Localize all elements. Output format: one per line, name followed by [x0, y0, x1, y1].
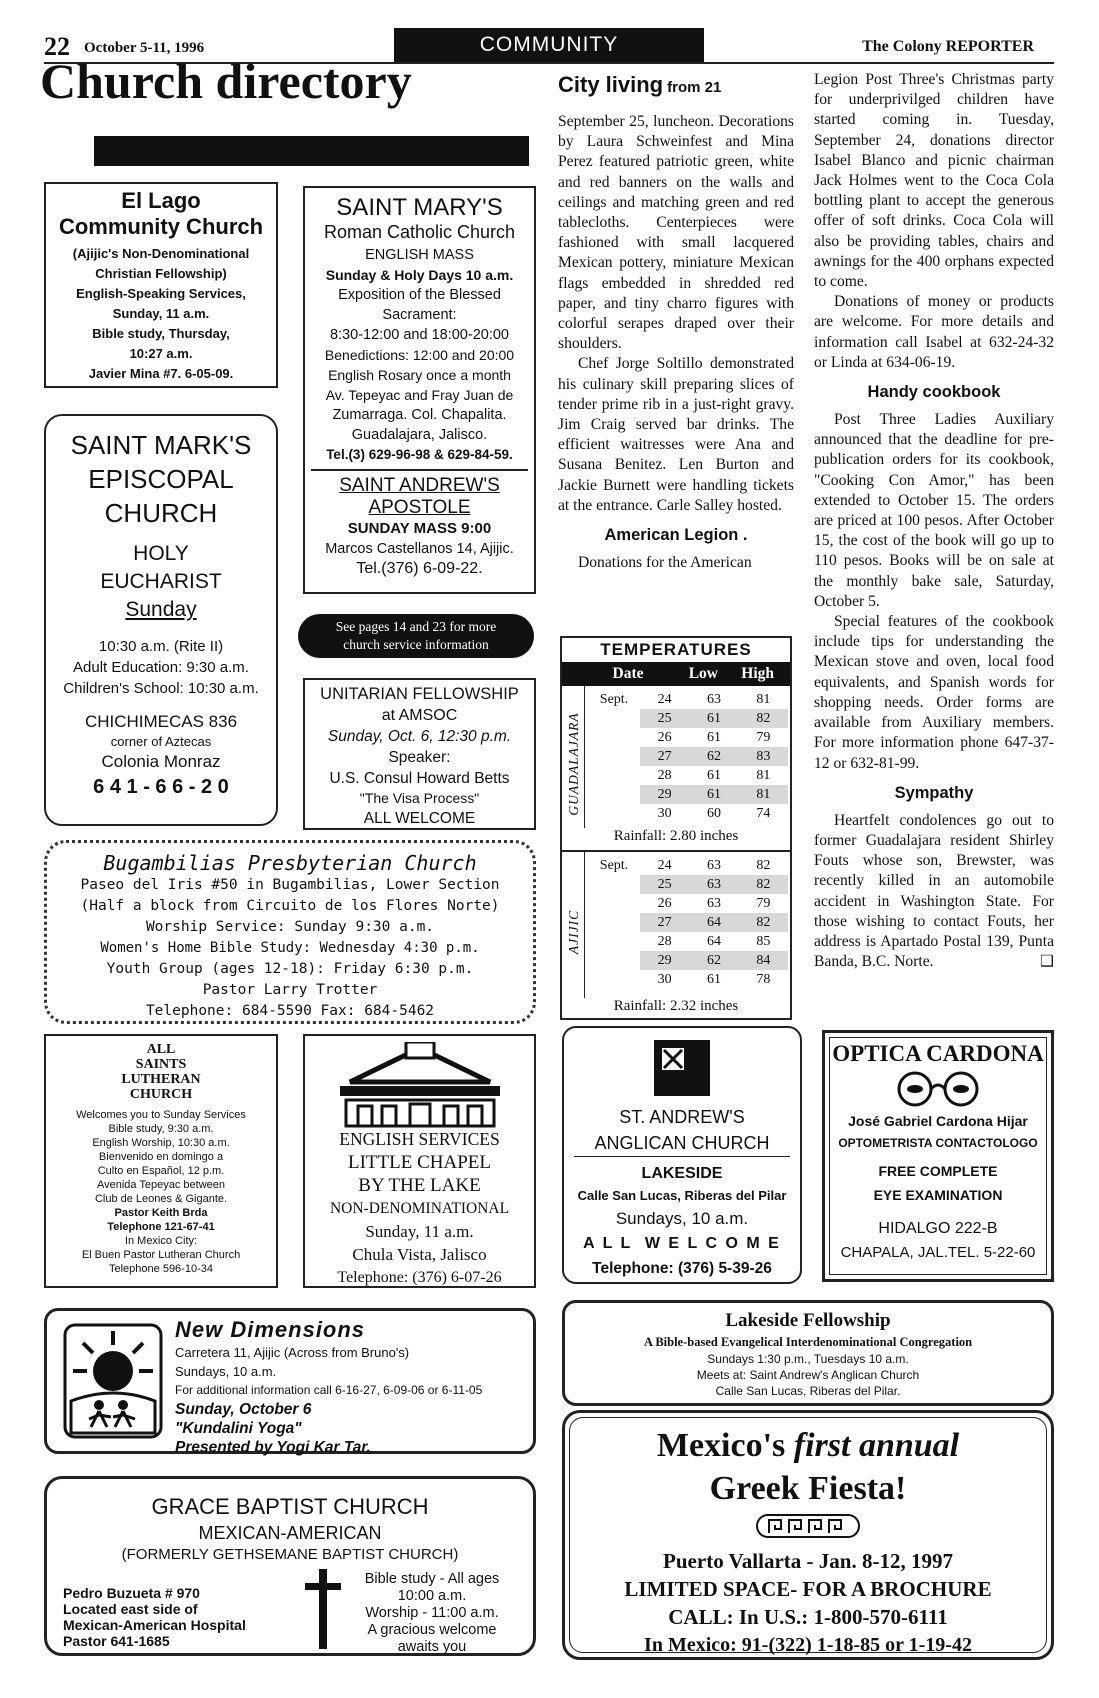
saint-marys-subtitle: Roman Catholic Church — [323, 222, 516, 242]
all-saints-title: LUTHERAN — [121, 1072, 201, 1087]
temperature-row — [588, 913, 788, 932]
all-saints-ad — [44, 1034, 278, 1288]
temperatures-title: TEMPERATURES — [600, 640, 752, 659]
new-dimensions-line: Carretera 11, Ajijic (Across from Bruno's) — [175, 1345, 410, 1360]
all-saints-line: Telephone 121-67-41 — [107, 1221, 215, 1233]
little-chapel-line: NON-DENOMINATIONAL — [329, 1200, 510, 1217]
greek-fiesta-title: Greek Fiesta! — [709, 1470, 907, 1507]
saint-marks-address: Colonia Monraz — [101, 752, 221, 771]
lakeside-title: Lakeside Fellowship — [725, 1310, 891, 1331]
low-cell: 61 — [706, 729, 721, 745]
all-saints-line: English Worship, 10:30 a.m. — [92, 1137, 230, 1149]
lakeside-line: Sundays 1:30 p.m., Tuesdays 10 a.m. — [707, 1352, 909, 1366]
guadalajara-block — [562, 686, 790, 852]
saint-marks-title: SAINT MARK'S — [70, 430, 252, 460]
american-legion-heading: American Legion . — [604, 526, 748, 545]
temperatures-table — [560, 636, 792, 1020]
month-cell — [588, 951, 640, 970]
low-cell: 62 — [689, 951, 738, 970]
grace-baptist-header — [47, 1479, 533, 1565]
title-bar — [94, 136, 529, 166]
st-andrews-line: LAKESIDE — [641, 1165, 723, 1182]
city-living-article — [558, 72, 794, 573]
unitarian-ad — [303, 678, 536, 830]
saint-marks-address: corner of Aztecas — [110, 734, 212, 749]
el-lago-line: Sunday, 11 a.m. — [112, 306, 210, 321]
st-andrews-line: ST. ANDREW'S — [619, 1107, 745, 1127]
saint-marks-phone: 6 4 1 - 6 6 - 2 0 — [93, 776, 229, 798]
temperature-row — [588, 856, 788, 875]
bugambilias-line: Paseo del Iris #50 in Bugambilias, Lower Section — [80, 877, 500, 893]
low-cell: 64 — [706, 933, 721, 949]
el-lago-line: Christian Fellowship) — [95, 266, 227, 281]
directory-title-text: Church directory — [40, 53, 412, 109]
month-cell — [588, 709, 640, 728]
month-cell — [588, 766, 640, 785]
date-cell: 27 — [640, 913, 689, 932]
grace-baptist-line: (FORMERLY GETHSEMANE BAPTIST CHURCH) — [121, 1546, 459, 1563]
guadalajara-label: GUADALAJARA — [566, 712, 581, 816]
grace-baptist-line: MEXICAN-AMERICAN — [198, 1523, 382, 1543]
chapel-icon — [330, 1042, 510, 1128]
st-andrews-line: ANGLICAN CHURCH — [574, 1130, 790, 1157]
new-dimensions-line: Sunday, October 6 — [175, 1401, 312, 1418]
saint-andrews-apostole-title: SAINT ANDREW'S APOSTOLE — [339, 475, 500, 518]
low-cell: 63 — [689, 875, 738, 894]
saint-andrews-apostole-line: Marcos Castellanos 14, Ajijic. — [325, 541, 514, 557]
greek-fiesta-line: In Mexico: 91-(322) 1-18-85 or 1-19-42 — [644, 1634, 972, 1656]
city-living-column-2 — [814, 70, 1054, 972]
month-cell: Sept. — [599, 857, 629, 873]
new-dimensions-line: "Kundalini Yoga" — [175, 1420, 302, 1437]
header-low: Low — [688, 665, 718, 682]
high-cell: 79 — [756, 729, 771, 745]
date-cell: 26 — [657, 895, 672, 911]
date-cell: 24 — [657, 691, 672, 707]
end-mark: ❑ — [1040, 953, 1054, 971]
optica-line: CHAPALA, JAL.TEL. 5-22-60 — [840, 1244, 1036, 1261]
temperatures-header-row — [562, 662, 790, 686]
greek-key-icon — [753, 1511, 863, 1541]
temperature-row — [588, 766, 788, 785]
new-dimensions-line: For additional information call 6-16-27, 6-09-06 or 6-11-05 — [175, 1383, 483, 1397]
st-andrews-line: Calle San Lucas, Riberas del Pilar — [577, 1188, 787, 1203]
temperature-row — [588, 804, 788, 823]
month-cell — [588, 932, 640, 951]
temperature-row — [588, 875, 788, 894]
date-cell: 28 — [657, 933, 672, 949]
all-saints-line: Bible study, 9:30 a.m. — [108, 1123, 214, 1135]
anglican-flag-icon — [652, 1038, 712, 1098]
ajijic-block — [562, 852, 790, 1020]
all-saints-line: Club de Leones & Gigante. — [94, 1193, 228, 1205]
article-paragraph: Post Three Ladies Auxiliary announced that the deadline for pre-publication orders for its cookbook, "Cooking Con Amor," has been extended to October 15. The orders are priced at 100 pesos. After October 15, the cost of the book will go up to 110 pesos. Books will be on sale at the monthly bake sale, Saturday, October 5. — [814, 411, 1054, 610]
temperature-row — [588, 894, 788, 913]
bugambilias-line: Pastor Larry Trotter — [202, 982, 378, 998]
low-cell: 61 — [689, 709, 738, 728]
article-paragraph: September 25, luncheon. Decorations by Laura Schweinfest and Mina Perez featured patriotic green, white and red banners on the walls and ceilings and matching green and red tablecloths. Centerpieces were fashioned with small lacquered Mexican pottery, miniature Mexican flags embedded in shredded red paper, and tiny charro figures with colorful serapes draped over their shoulders. — [558, 113, 794, 353]
date-cell: 26 — [657, 729, 672, 745]
ajijic-rows — [588, 856, 788, 989]
all-saints-title: CHURCH — [129, 1087, 193, 1102]
date-cell: 30 — [657, 971, 672, 987]
st-andrews-line: Sundays, 10 a.m. — [615, 1209, 749, 1228]
high-cell: 74 — [756, 805, 771, 821]
little-chapel-line: Chula Vista, Jalisco — [352, 1245, 487, 1264]
publication-name: The Colony REPORTER — [862, 38, 1034, 55]
date-cell: 25 — [640, 709, 689, 728]
saint-marys-line: Zumarraga. Col. Chapalita. — [332, 407, 507, 423]
lakeside-line: Meets at: Saint Andrew's Anglican Church — [696, 1368, 920, 1382]
grace-baptist-address — [63, 1585, 273, 1649]
bugambilias-line: Women's Home Bible Study: Wednesday 4:30 p.m. — [100, 940, 480, 956]
new-dimensions-line: Sundays, 10 a.m. — [175, 1364, 277, 1379]
saint-marks-ad — [44, 414, 278, 826]
header-high: High — [741, 665, 774, 682]
grace-baptist-schedule-line: Bible study - All ages — [364, 1571, 500, 1587]
grace-baptist-schedule-line: A gracious welcome — [367, 1622, 497, 1638]
month-cell — [588, 747, 640, 766]
el-lago-ad — [44, 182, 278, 388]
cookbook-heading: Handy cookbook — [867, 383, 1001, 402]
temperature-row — [588, 709, 788, 728]
unitarian-title: UNITARIAN FELLOWSHIP — [320, 685, 519, 703]
new-dimensions-title: New Dimensions — [175, 1317, 366, 1342]
grace-baptist-title: GRACE BAPTIST CHURCH — [151, 1494, 429, 1519]
unitarian-line: Sunday, Oct. 6, 12:30 p.m. — [327, 728, 512, 745]
high-cell: 78 — [756, 971, 771, 987]
all-saints-title: SAINTS — [135, 1057, 187, 1072]
saint-marks-title: CHURCH — [104, 498, 218, 528]
guadalajara-rainfall: Rainfall: 2.80 inches — [613, 828, 739, 844]
saint-marks-service: EUCHARIST — [100, 570, 222, 593]
guadalajara-rows — [588, 690, 788, 823]
saint-marys-line: Benedictions: 12:00 and 20:00 — [324, 347, 515, 363]
saint-marks-schedule: Adult Education: 9:30 a.m. — [73, 659, 249, 676]
high-cell: 82 — [756, 857, 771, 873]
high-cell: 85 — [756, 933, 771, 949]
all-saints-line: Telephone 596-10-34 — [109, 1263, 213, 1275]
little-chapel-line: Sunday, 11 a.m. — [365, 1222, 474, 1241]
ajijic-label: AJIJIC — [566, 909, 581, 955]
optica-cardona-ad — [822, 1030, 1054, 1282]
el-lago-line: English-Speaking Services, — [76, 286, 246, 301]
city-living-jump: from 21 — [667, 79, 722, 96]
eyeglasses-icon — [883, 1069, 993, 1109]
temperature-row — [588, 747, 788, 766]
temperature-row — [588, 728, 788, 747]
month-cell — [588, 804, 640, 823]
grace-baptist-schedule-line: Worship - 11:00 a.m. — [365, 1605, 499, 1621]
little-chapel-ad — [303, 1034, 536, 1288]
saint-marys-phone: Tel.(3) 629-96-98 & 629-84-59. — [326, 447, 513, 462]
bugambilias-line: Telephone: 684-5590 Fax: 684-5462 — [145, 1003, 435, 1019]
unitarian-line: U.S. Consul Howard Betts — [329, 770, 510, 787]
low-cell: 61 — [706, 767, 721, 783]
all-saints-line: Welcomes you to Sunday Services — [76, 1109, 246, 1121]
grace-baptist-address-line: Pastor 641-1685 — [63, 1633, 170, 1649]
optica-line: FREE COMPLETE — [878, 1163, 998, 1179]
low-cell: 63 — [706, 895, 721, 911]
saint-marys-line: Guadalajara, Jalisco. — [351, 427, 488, 443]
grace-baptist-address-line: Pedro Buzueta # 970 — [63, 1585, 200, 1601]
high-cell: 84 — [739, 951, 788, 970]
lakeside-line: Calle San Lucas, Riberas del Pilar. — [715, 1384, 901, 1398]
see-pages-text: See pages 14 and 23 for more church service information — [335, 619, 497, 652]
low-cell: 62 — [689, 747, 738, 766]
little-chapel-line: Telephone: (376) 6-07-26 — [337, 1269, 502, 1286]
see-pages-pill — [298, 614, 534, 658]
saint-marys-line: English Rosary once a month — [328, 367, 511, 383]
sympathy-text: Heartfelt condolences go out to former Guadalajara resident Shirley Fouts whose son, Brewster, was recently killed in an automobile accident in Washington State. For those wishing to contact Fouts, her address is Apartado Postal 139, Punta Banda, B.C. Norte. — [814, 811, 1054, 971]
month-cell — [588, 785, 640, 804]
divider — [311, 469, 528, 471]
unitarian-line: at AMSOC — [381, 707, 458, 724]
article-paragraph — [814, 811, 1054, 973]
grace-baptist-schedule-line: awaits you — [397, 1639, 467, 1655]
date-cell: 28 — [657, 767, 672, 783]
high-cell: 83 — [739, 747, 788, 766]
saint-marys-line: ENGLISH MASS — [365, 247, 474, 263]
new-dimensions-line: Presented by Yogi Kar Tar. — [175, 1439, 371, 1456]
grace-baptist-address-line: Mexican-American Hospital — [63, 1617, 246, 1633]
optica-line: HIDALGO 222-B — [878, 1220, 998, 1237]
bugambilias-line: (Half a block from Circuito de los Flores Norte) — [80, 898, 500, 914]
issue-date: October 5-11, 1996 — [84, 40, 205, 56]
temperature-row — [588, 785, 788, 804]
unitarian-line: Speaker: — [388, 749, 451, 766]
low-cell: 60 — [706, 805, 721, 821]
month-cell: Sept. — [599, 691, 629, 707]
saint-marys-ad — [303, 186, 536, 594]
article-paragraph: Donations of money or products are welcome. For more details and information call Isabel at 632-24-32 or Linda at 634-06-19. — [814, 293, 1054, 371]
saint-marys-line: Sunday & Holy Days 10 a.m. — [325, 267, 514, 283]
page-number: 22 — [44, 32, 70, 61]
article-paragraph: Special features of the cookbook include tips for understanding the Mexican stove and oven, local food equivalents, and Spanish words for shopping needs. Order forms are available from Auxiliary members. For more information phone 647-37-12 or 632-81-99. — [814, 613, 1054, 772]
st-andrews-anglican-ad — [562, 1026, 802, 1284]
optica-line: OPTOMETRISTA CONTACTOLOGO — [838, 1136, 1038, 1150]
bugambilias-ad — [44, 840, 536, 1024]
date-cell: 25 — [640, 875, 689, 894]
month-cell — [588, 875, 640, 894]
optica-line: José Gabriel Cardona Hijar — [848, 1113, 1028, 1129]
new-dimensions-ad — [44, 1308, 536, 1454]
section-banner: COMMUNITY — [394, 28, 704, 62]
high-cell: 79 — [756, 895, 771, 911]
greek-fiesta-line: CALL: In U.S.: 1-800-570-6111 — [668, 1605, 948, 1629]
article-paragraph: Legion Post Three's Christmas party for underprivilged children have started coming in. Tuesday, September 24, donations director Isabel Blanco and picnic chairman Jack Holmes went to the Coca Cola bottling plant to accept the generous offer of soft drinks. Coca Cola will also be providing tables, chairs and awnings for the 400 orphans expected to come. — [814, 71, 1054, 291]
el-lago-line: Bible study, Thursday, — [92, 326, 230, 341]
saint-marks-day: Sunday — [125, 598, 197, 621]
el-lago-title-2: Community Church — [58, 214, 264, 239]
saint-marks-schedule: 10:30 a.m. (Rite II) — [98, 638, 224, 655]
high-cell: 82 — [739, 709, 788, 728]
article-paragraph: Donations for the American — [578, 554, 752, 572]
optica-title: OPTICA CARDONA — [832, 1041, 1044, 1066]
city-living-heading — [558, 72, 794, 98]
saint-marks-schedule: Children's School: 10:30 a.m. — [63, 680, 259, 697]
low-cell: 63 — [706, 857, 721, 873]
grace-baptist-address-line: Located east side of — [63, 1601, 198, 1617]
all-saints-line: Pastor Keith Brda — [114, 1207, 208, 1219]
el-lago-line: (Ajijic's Non-Denominational — [72, 246, 250, 261]
saint-andrews-apostole-line: SUNDAY MASS 9:00 — [347, 520, 492, 537]
grace-baptist-schedule — [337, 1571, 527, 1656]
unitarian-line: "The Visa Process" — [359, 790, 480, 806]
saint-marys-line: Exposition of the Blessed — [338, 287, 501, 303]
saint-marks-service: HOLY — [133, 542, 189, 565]
el-lago-line: Javier Mina #7. 6-05-09. — [88, 366, 234, 381]
temperature-row — [588, 951, 788, 970]
greek-fiesta-first-annual: first annual — [793, 1427, 960, 1464]
saint-marys-line: 8:30-12:00 and 18:00-20:00 — [330, 327, 509, 343]
ajijic-rainfall: Rainfall: 2.32 inches — [613, 998, 739, 1014]
high-cell: 82 — [739, 913, 788, 932]
temperature-row — [588, 690, 788, 709]
low-cell: 61 — [706, 971, 721, 987]
month-cell — [588, 913, 640, 932]
all-saints-line: Bienvenido en domingo a — [98, 1151, 224, 1163]
high-cell: 81 — [756, 767, 771, 783]
lakeside-fellowship-ad — [562, 1300, 1054, 1406]
lakeside-line: A Bible-based Evangelical Interdenominational Congregation — [643, 1335, 973, 1349]
optica-line: EYE EXAMINATION — [873, 1187, 1003, 1203]
saint-andrews-apostole-line: Tel.(376) 6-09-22. — [356, 560, 483, 577]
unitarian-line: ALL WELCOME — [363, 810, 476, 827]
date-cell: 29 — [640, 785, 689, 804]
little-chapel-line: ENGLISH SERVICES — [339, 1129, 500, 1149]
el-lago-title: El Lago — [121, 188, 201, 213]
low-cell: 61 — [689, 785, 738, 804]
high-cell: 81 — [756, 691, 771, 707]
grace-baptist-schedule-line: 10:00 a.m. — [397, 1588, 467, 1604]
greek-fiesta-line: Puerto Vallarta - Jan. 8-12, 1997 — [663, 1549, 953, 1573]
saint-marks-address: CHICHIMECAS 836 — [84, 712, 238, 731]
saint-marys-line: Av. Tepeyac and Fray Juan de — [325, 387, 514, 403]
date-cell: 30 — [657, 805, 672, 821]
high-cell: 82 — [739, 875, 788, 894]
st-andrews-phone: Telephone: (376) 5-39-26 — [592, 1260, 772, 1277]
label-divider — [584, 852, 586, 998]
saint-marys-line: Sacrament: — [382, 307, 457, 323]
high-cell: 81 — [739, 785, 788, 804]
little-chapel-line: LITTLE CHAPEL — [347, 1152, 491, 1173]
greek-fiesta-line: LIMITED SPACE- FOR A BROCHURE — [624, 1577, 992, 1601]
all-saints-line: El Buen Pastor Lutheran Church — [81, 1249, 241, 1261]
temperature-row — [588, 932, 788, 951]
date-cell: 27 — [640, 747, 689, 766]
date-cell: 24 — [657, 857, 672, 873]
article-paragraph: Chef Jorge Soltillo demonstrated his culinary skill preparing slices of tender prime rib in a just-right gravy. Jim Craig served bar drinks. The efficient waitresses were Ana and Susana Benitez. Len Burton and Jackie Burnett were handling tickets at the entrance. Carle Salley hosted. — [558, 355, 794, 514]
sun-people-logo — [61, 1321, 165, 1441]
bugambilias-line: Worship Service: Sunday 9:30 a.m. — [145, 919, 435, 935]
month-cell — [588, 728, 640, 747]
temperature-row — [588, 970, 788, 989]
low-cell: 63 — [706, 691, 721, 707]
el-lago-line: 10:27 a.m. — [129, 346, 193, 361]
header-date: Date — [612, 665, 644, 682]
greek-fiesta-ad — [562, 1410, 1054, 1660]
saint-marks-title: EPISCOPAL — [88, 464, 234, 494]
greek-fiesta-line1 — [565, 1425, 1051, 1467]
little-chapel-line: BY THE LAKE — [358, 1175, 481, 1196]
all-saints-line: Culto en Español, 12 p.m. — [97, 1165, 225, 1177]
directory-title — [40, 53, 530, 170]
all-saints-line: In Mexico City: — [124, 1235, 198, 1247]
bugambilias-title: Bugambilias Presbyterian Church — [103, 851, 477, 875]
city-living-headline: City living — [558, 72, 664, 97]
saint-marys-title: SAINT MARY'S — [336, 194, 503, 221]
label-divider — [584, 686, 586, 828]
greek-fiesta-mexicos: Mexico's — [656, 1427, 786, 1464]
all-saints-title: ALL — [146, 1042, 176, 1057]
sympathy-heading: Sympathy — [894, 783, 974, 802]
month-cell — [588, 894, 640, 913]
date-cell: 29 — [640, 951, 689, 970]
all-saints-line: Avenida Tepeyac between — [96, 1179, 226, 1191]
bugambilias-line: Youth Group (ages 12-18): Friday 6:30 p.m. — [106, 961, 474, 977]
grace-baptist-ad — [44, 1476, 536, 1656]
st-andrews-line: A L L W E L C O M E — [583, 1235, 781, 1252]
new-dimensions-text — [175, 1317, 525, 1457]
low-cell: 64 — [689, 913, 738, 932]
month-cell — [588, 970, 640, 989]
